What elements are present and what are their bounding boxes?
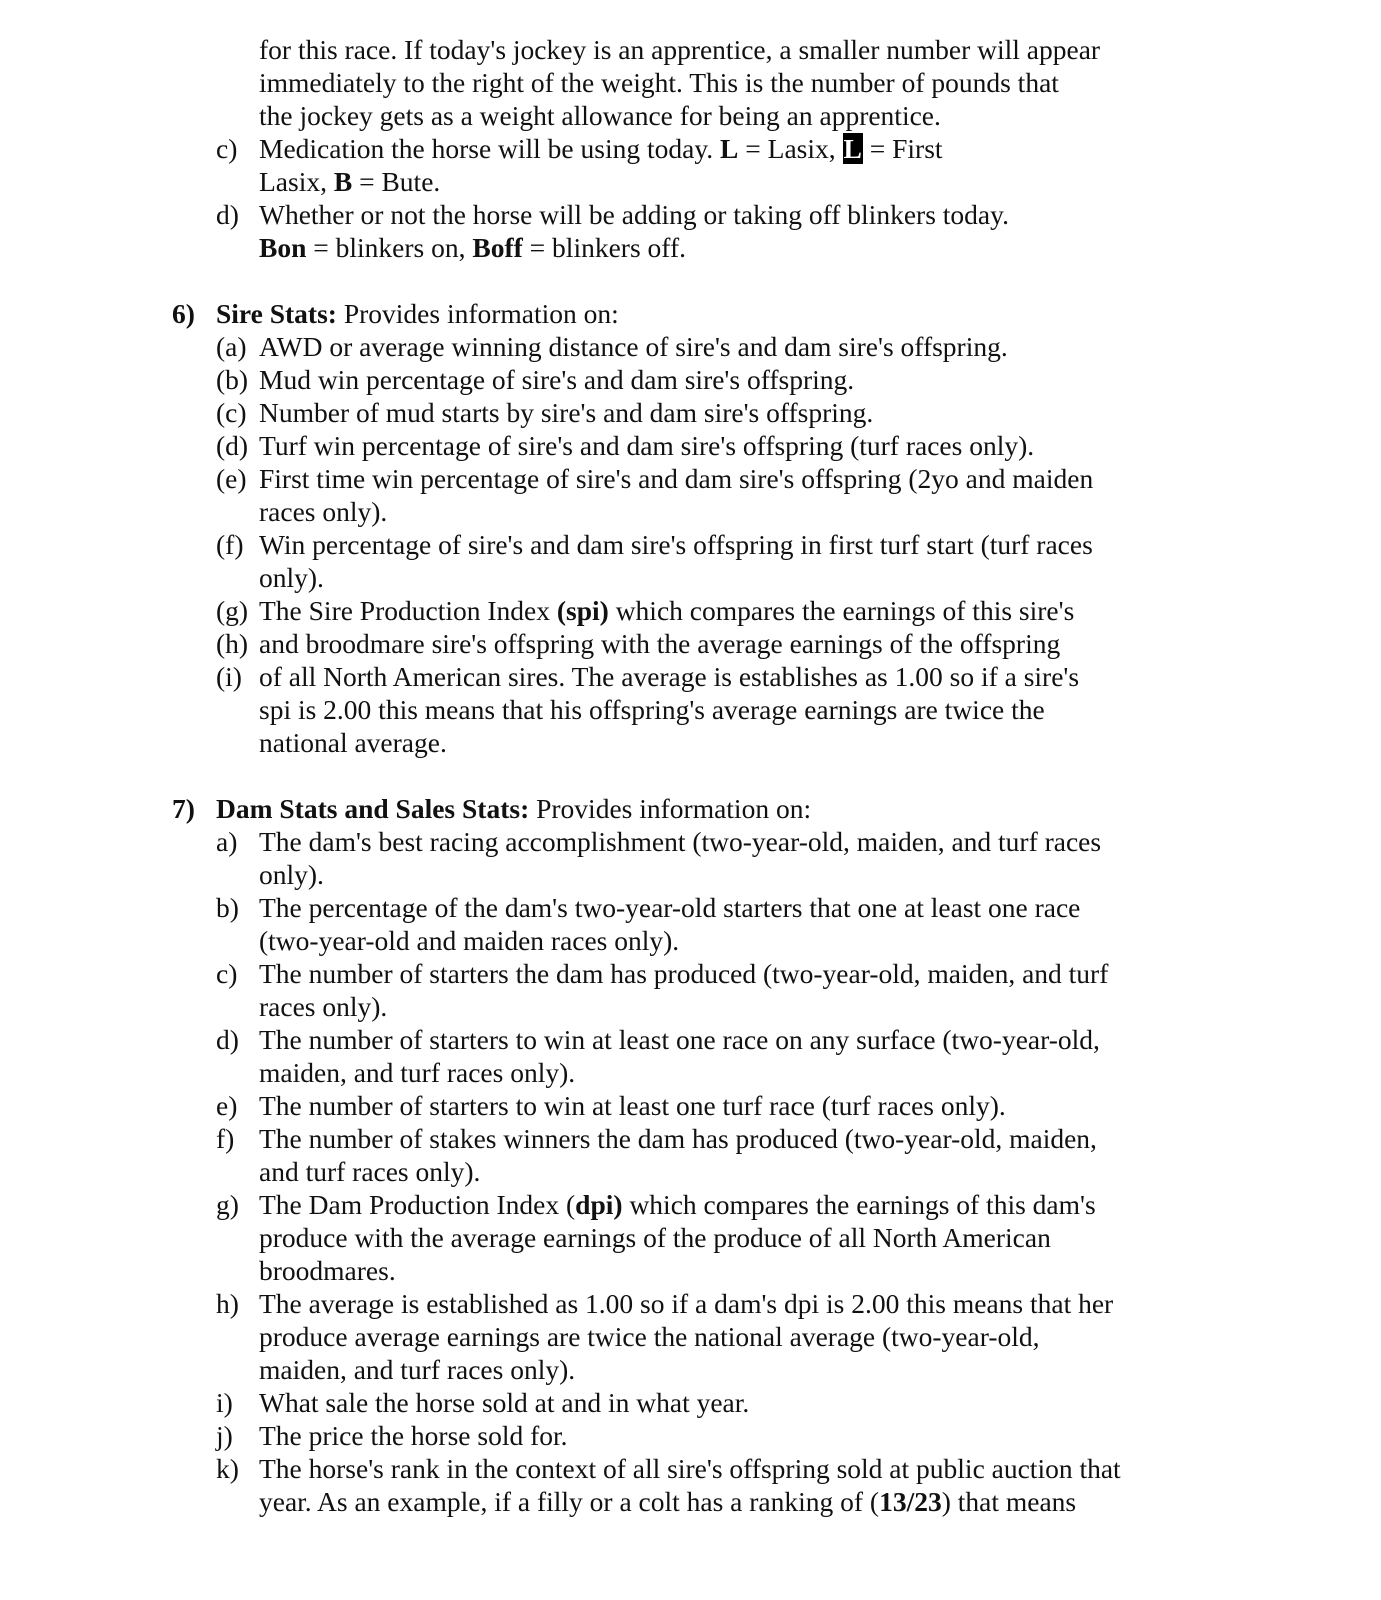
section6-item-label: (f) <box>216 529 244 560</box>
section6-item-line: AWD or average winning distance of sire's and dam sire's offspring. <box>259 331 1008 362</box>
section7-item-line: maiden, and turf races only). <box>259 1057 576 1088</box>
section6-item-line <box>259 594 1074 628</box>
section6-item-label: (e) <box>216 463 247 494</box>
section-6-heading-line <box>216 297 619 331</box>
section7-item-line: maiden, and turf races only). <box>259 1354 576 1385</box>
section-6-number: 6) <box>172 298 195 329</box>
blinkers-on-meaning: = blinkers on, <box>306 232 473 263</box>
section7-item-label: g) <box>216 1189 239 1220</box>
section7-item-line: The percentage of the dam's two-year-old starters that one at least one race <box>259 892 1081 923</box>
section7-item-label: c) <box>216 958 238 989</box>
section-7-heading-line <box>216 792 811 826</box>
section7-item-line: The number of stakes winners the dam has produced (two-year-old, maiden, <box>259 1123 1097 1154</box>
item-text: year. As an example, if a filly or a colt has a ranking of ( <box>259 1486 880 1517</box>
section7-item-label: h) <box>216 1288 239 1319</box>
section7-item-line: The average is established as 1.00 so if a dam's dpi is 2.00 this means that her <box>259 1288 1114 1319</box>
item-b-continuation-line-3: the jockey gets as a weight allowance for being an apprentice. <box>259 100 941 131</box>
section7-item-line: The price the horse sold for. <box>259 1420 568 1451</box>
item-b-continuation-line-2: immediately to the right of the weight. This is the number of pounds that <box>259 67 1059 98</box>
section7-item-label: f) <box>216 1123 235 1154</box>
item-bold-term: 13/23 <box>879 1486 942 1517</box>
section6-item-label: (h) <box>216 628 249 659</box>
section6-item-label: (c) <box>216 397 247 428</box>
item-text: ) that means <box>941 1486 1077 1517</box>
section7-item-line: The horse's rank in the context of all sire's offspring sold at public auction that <box>259 1453 1121 1484</box>
section6-item-line: Number of mud starts by sire's and dam sire's offspring. <box>259 397 874 428</box>
section6-item-line: spi is 2.00 this means that his offspring's average earnings are twice the <box>259 694 1045 725</box>
item-c-line-2 <box>259 165 440 199</box>
section6-item-label: (b) <box>216 364 249 395</box>
section-6-heading: Sire Stats: <box>216 298 337 329</box>
item-b-continuation-line-1: for this race. If today's jockey is an apprentice, a smaller number will appear <box>259 34 1101 65</box>
section7-item-label: d) <box>216 1024 239 1055</box>
first-lasix-meaning: = First <box>862 133 943 164</box>
lasix-meaning: = Lasix, <box>738 133 843 164</box>
lasix-code: L <box>720 133 739 164</box>
blinkers-off-meaning: = blinkers off. <box>522 232 686 263</box>
bute-code: B <box>333 166 353 197</box>
section7-item-label: j) <box>216 1420 233 1451</box>
section7-item-line: produce average earnings are twice the national average (two-year-old, <box>259 1321 1040 1352</box>
item-d-line-1: Whether or not the horse will be adding or taking off blinkers today. <box>259 199 1009 230</box>
section-6-intro: Provides information on: <box>336 298 619 329</box>
section7-item-line <box>259 1188 1096 1222</box>
section7-item-label: b) <box>216 892 239 923</box>
section7-item-line: The number of starters to win at least one turf race (turf races only). <box>259 1090 1006 1121</box>
section6-item-line: national average. <box>259 727 447 758</box>
section6-item-line: Mud win percentage of sire's and dam sire's offspring. <box>259 364 855 395</box>
item-c-label: c) <box>216 133 238 164</box>
section7-item-label: k) <box>216 1453 239 1484</box>
section6-item-label: (g) <box>216 595 249 626</box>
section-7-heading: Dam Stats and Sales Stats: <box>216 793 530 824</box>
section7-item-line: and turf races only). <box>259 1156 481 1187</box>
section6-item-label: (d) <box>216 430 249 461</box>
item-c-text: Medication the horse will be using today. <box>259 133 721 164</box>
section7-item-label: a) <box>216 826 238 857</box>
section7-item-line: The dam's best racing accomplishment (two-year-old, maiden, and turf races <box>259 826 1102 857</box>
section7-item-line: only). <box>259 859 324 890</box>
bute-meaning: = Bute. <box>352 166 441 197</box>
item-text: The Sire Production Index <box>259 595 557 626</box>
section7-item-line: The number of starters to win at least one race on any surface (two-year-old, <box>259 1024 1100 1055</box>
item-text: which compares the earnings of this sire's <box>608 595 1075 626</box>
section-7-intro: Provides information on: <box>529 793 812 824</box>
section6-item-line: only). <box>259 562 324 593</box>
item-d-line-2 <box>259 231 686 265</box>
item-text: which compares the earnings of this dam's <box>622 1189 1096 1220</box>
section7-item-line: What sale the horse sold at and in what year. <box>259 1387 750 1418</box>
item-c-line-1 <box>259 132 943 166</box>
section7-item-line: (two-year-old and maiden races only). <box>259 925 680 956</box>
section6-item-line: First time win percentage of sire's and dam sire's offspring (2yo and maiden <box>259 463 1094 494</box>
section6-item-line: of all North American sires. The average is establishes as 1.00 so if a sire's <box>259 661 1080 692</box>
section6-item-line: and broodmare sire's offspring with the average earnings of the offspring <box>259 628 1061 659</box>
section-7-number: 7) <box>172 793 195 824</box>
section7-item-line: The number of starters the dam has produced (two-year-old, maiden, and turf <box>259 958 1109 989</box>
blinkers-off-code: Boff <box>472 232 523 263</box>
item-bold-term: (spi) <box>556 595 609 626</box>
item-text: The Dam Production Index ( <box>259 1189 576 1220</box>
first-lasix-code: L <box>843 133 862 164</box>
section7-item-label: e) <box>216 1090 238 1121</box>
section6-item-line: Turf win percentage of sire's and dam sire's offspring (turf races only). <box>259 430 1035 461</box>
section6-item-label: (i) <box>216 661 242 692</box>
section7-item-line <box>259 1485 1076 1519</box>
section7-item-label: i) <box>216 1387 233 1418</box>
section7-item-line: races only). <box>259 991 388 1022</box>
item-bold-term: dpi) <box>575 1189 623 1220</box>
item-d-label: d) <box>216 199 239 230</box>
section6-item-line: races only). <box>259 496 388 527</box>
blinkers-on-code: Bon <box>259 232 307 263</box>
section6-item-line: Win percentage of sire's and dam sire's offspring in first turf start (turf races <box>259 529 1093 560</box>
section7-item-line: produce with the average earnings of the produce of all North American <box>259 1222 1051 1253</box>
section7-item-line: broodmares. <box>259 1255 396 1286</box>
lasix-text: Lasix, <box>259 166 334 197</box>
section6-item-label: (a) <box>216 331 247 362</box>
